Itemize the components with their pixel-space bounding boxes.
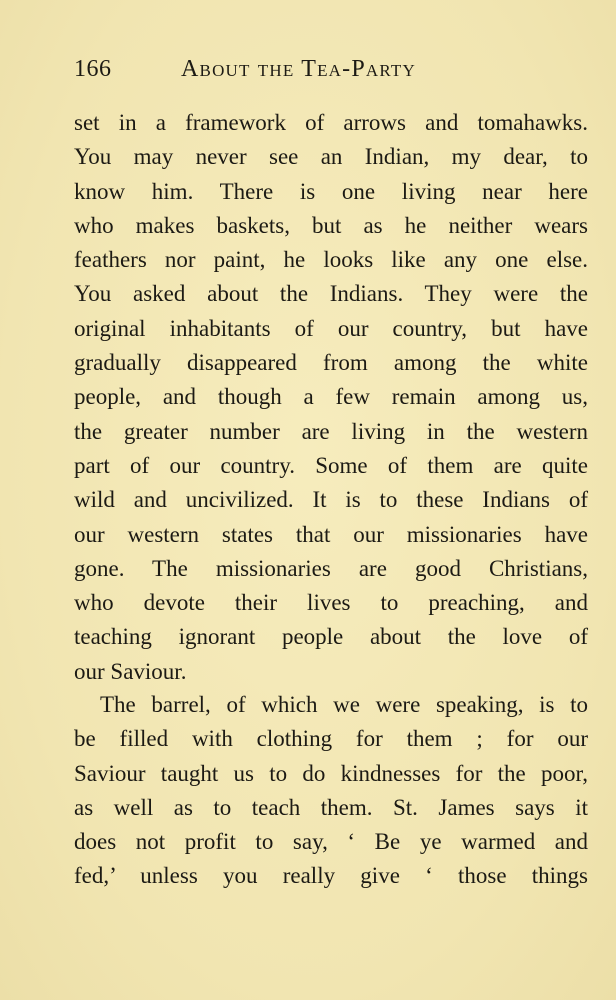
text-line: gone. The missionaries are good Christians, bbox=[74, 555, 588, 581]
text-line: part of our country. Some of them are quite bbox=[74, 452, 588, 478]
text-line: be filled with clothing for them ; for our bbox=[74, 726, 588, 752]
text-line: Saviour taught us to do kindnesses for the poor, bbox=[74, 760, 588, 786]
text-line: our western states that our missionaries have bbox=[74, 521, 588, 547]
text-line: feathers nor paint, he looks like any one else. bbox=[74, 247, 588, 273]
text-line: know him. There is one living near here bbox=[74, 178, 588, 204]
text-line: our Saviour. bbox=[74, 658, 187, 684]
text-line: does not profit to say, ‘ Be ye warmed and bbox=[74, 829, 588, 855]
paragraph-1 bbox=[74, 106, 588, 689]
text-line: You asked about the Indians. They were the bbox=[74, 281, 588, 307]
text-line: set in a framework of arrows and tomahawks. bbox=[74, 110, 588, 135]
text-line: people, and though a few remain among us, bbox=[74, 384, 588, 410]
text-line: gradually disappeared from among the white bbox=[74, 350, 588, 376]
text-line: teaching ignorant people about the love of bbox=[74, 624, 588, 650]
text-line: who devote their lives to preaching, and bbox=[74, 590, 588, 616]
text-line: You may never see an Indian, my dear, to bbox=[74, 144, 588, 170]
paragraph-2 bbox=[74, 688, 588, 894]
running-title: About the Tea-Party bbox=[181, 56, 416, 82]
running-header bbox=[74, 52, 544, 88]
text-line: the greater number are living in the western bbox=[74, 418, 588, 444]
text-line: The barrel, of which we were speaking, is to bbox=[100, 692, 588, 717]
page-number: 166 bbox=[74, 56, 112, 82]
text-line: fed,’ unless you really give ‘ those things bbox=[74, 863, 588, 889]
text-line: original inhabitants of our country, but have bbox=[74, 315, 588, 341]
text-line: as well as to teach them. St. James says it bbox=[74, 794, 588, 820]
text-line: who makes baskets, but as he neither wears bbox=[74, 212, 588, 238]
text-line: wild and uncivilized. It is to these Indians of bbox=[74, 487, 588, 513]
